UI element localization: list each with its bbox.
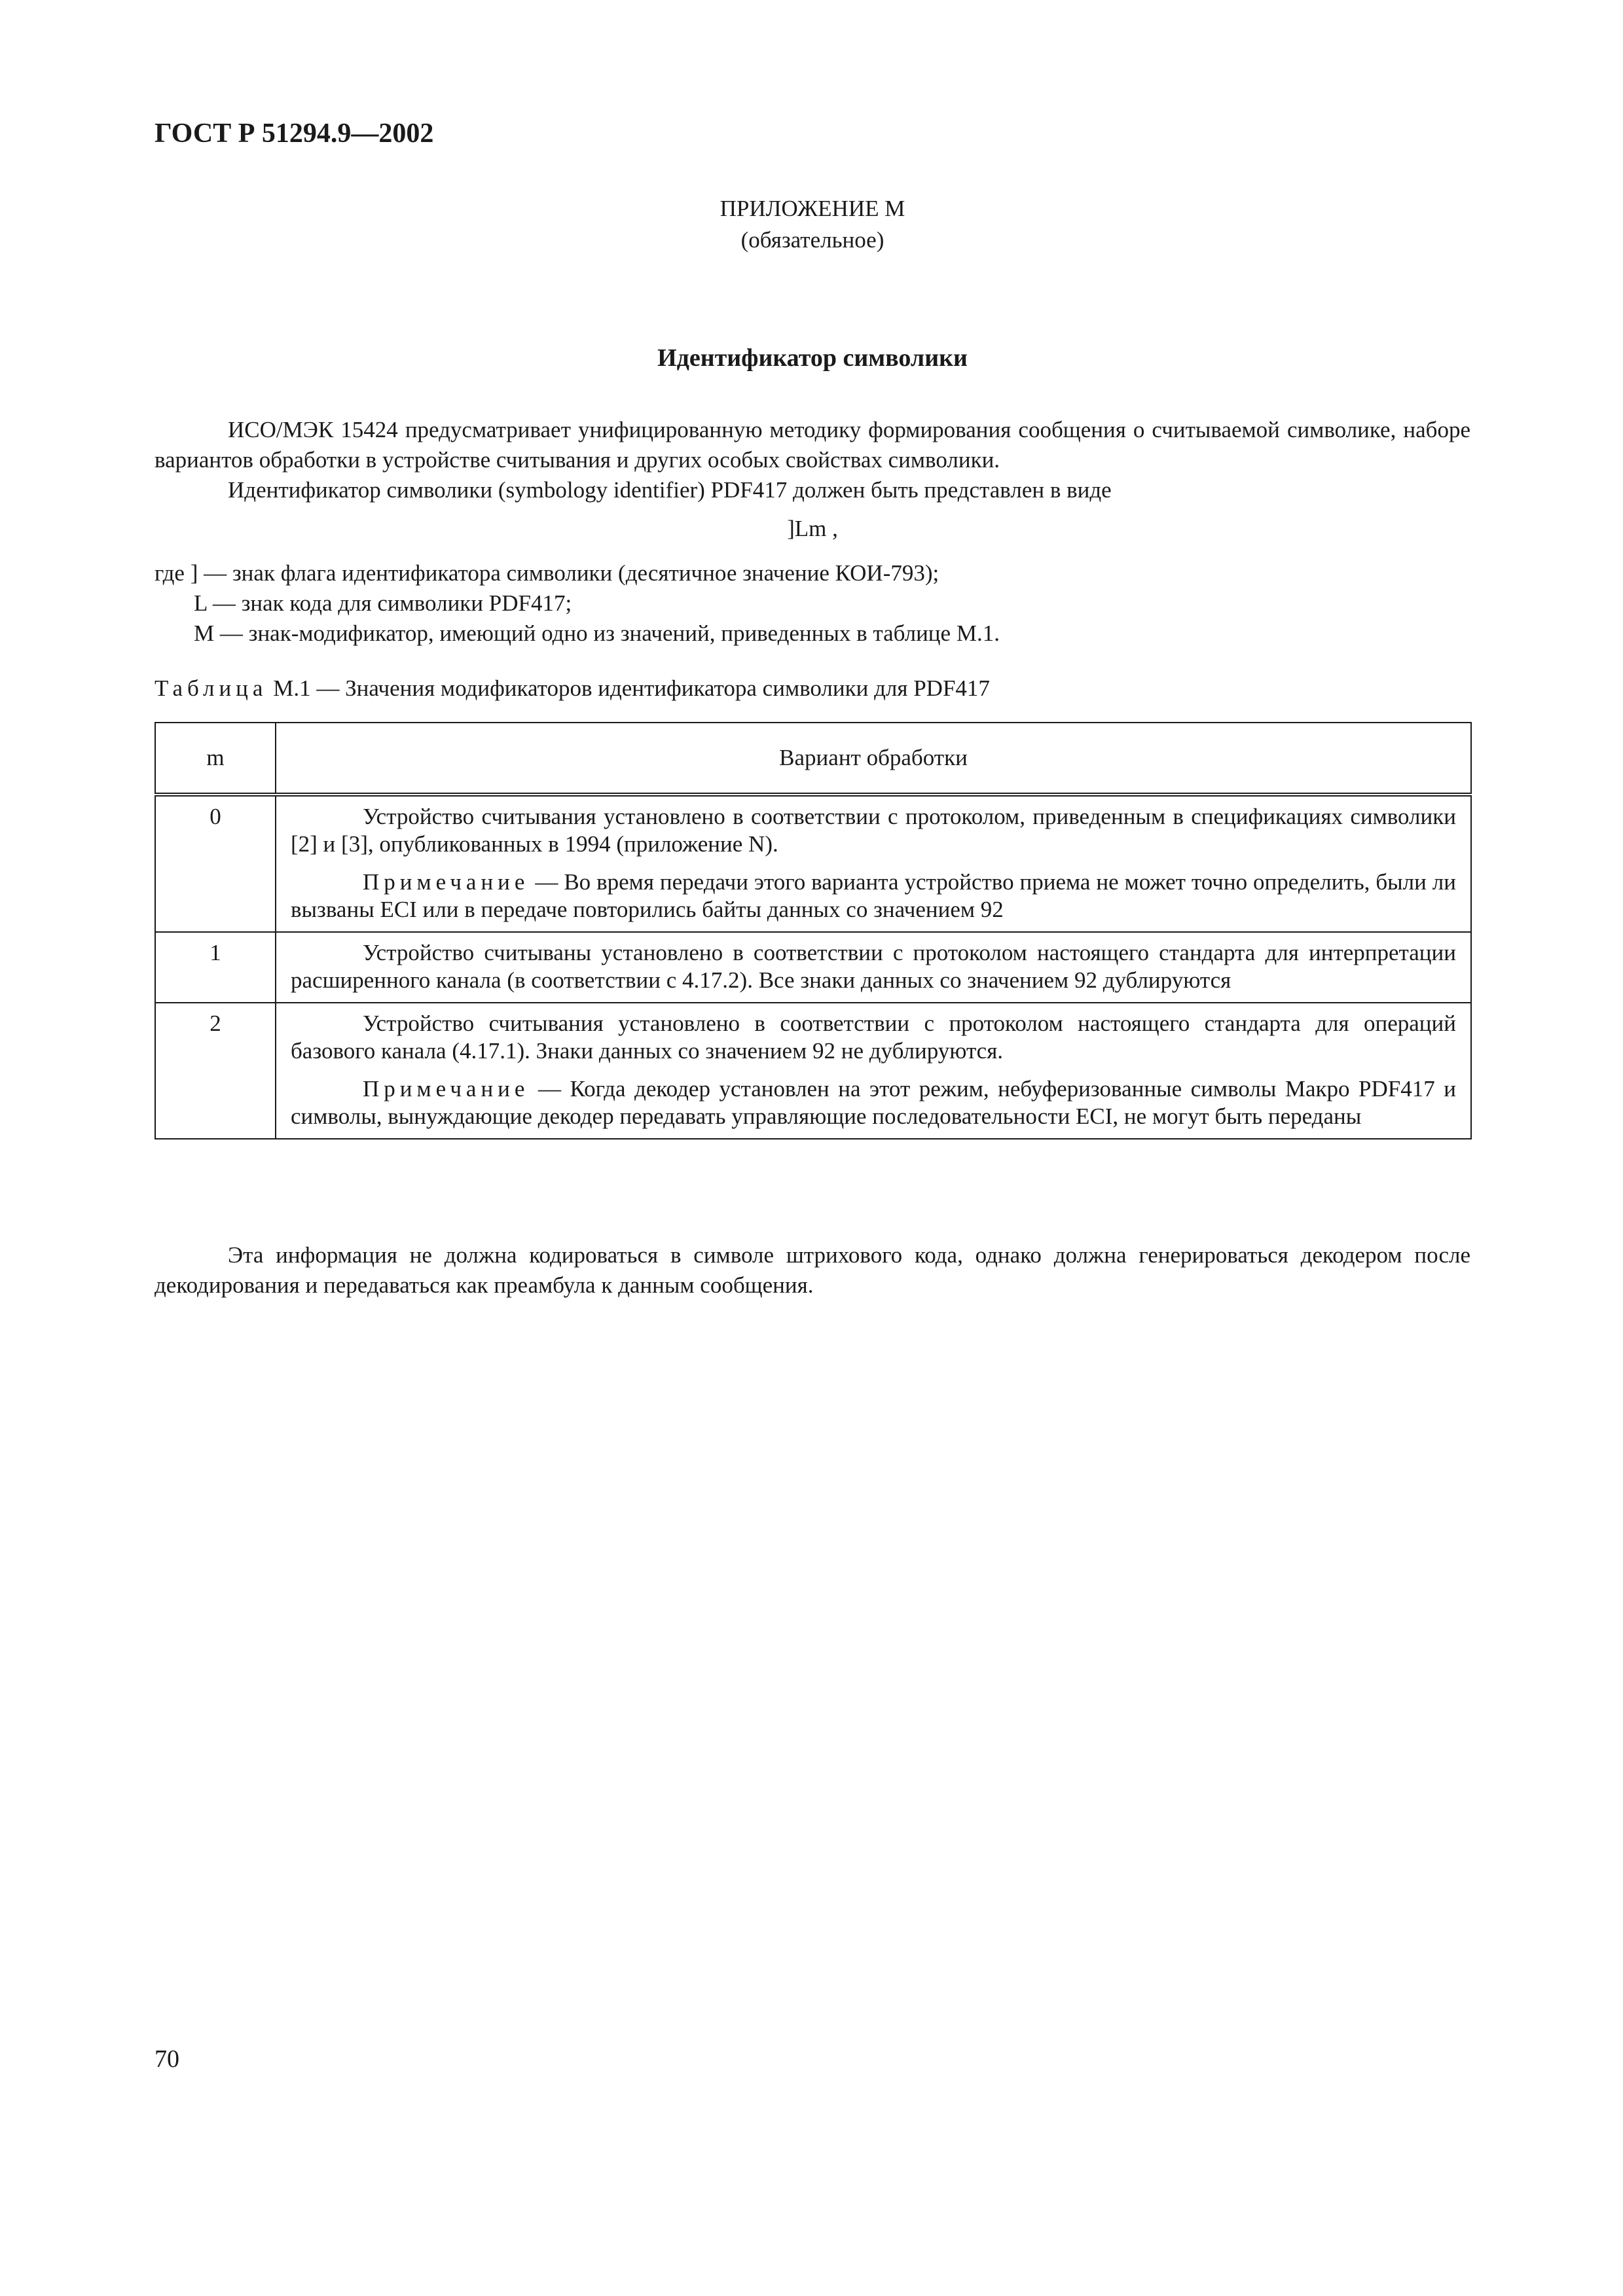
row-text: Устройство считываны установлено в соответствии с протоколом настоящего стандарта для интерпретации расширенного канала (в соответствии с 4.17.2). Все знаки данных со значением 92 дублируются — [291, 940, 1456, 993]
note-text: — Во время передачи этого варианта устройство приема не может точно определить, были ли вызваны ECI или в передаче повторились байты данных со значением 92 — [291, 869, 1456, 922]
row-m-value: 1 — [155, 932, 276, 1003]
table-caption — [155, 675, 990, 702]
document-header: ГОСТ Р 51294.9—2002 — [155, 118, 434, 149]
legend-item-flag: где ] — знак флага идентификатора символики (десятичное значение КОИ-793); — [155, 560, 939, 586]
table-row — [155, 932, 1471, 1003]
table-row — [155, 795, 1471, 932]
appendix-heading — [155, 193, 1470, 256]
legend-item-code: L — знак кода для символики PDF417; — [194, 590, 572, 616]
identifier-formula: ]Lm , — [787, 516, 838, 541]
paragraph-intro: ИСО/МЭК 15424 предусматривает унифицированную методику формирования сообщения о считываемой символике, наборе вариантов обработки в устройстве считывания и других особых свойствах символики. — [155, 417, 1470, 473]
header-m: m — [155, 723, 276, 795]
page-number: 70 — [155, 2045, 179, 2073]
note-label: Примечание — [363, 1076, 530, 1102]
row-text: Устройство считывания установлено в соответствии с протоколом настоящего стандарта для операций базового канала (4.17.1). Знаки данных со значением 92 не дублируются. — [291, 1011, 1456, 1064]
row-m-value: 0 — [155, 795, 276, 932]
table-row — [155, 1003, 1471, 1139]
row-description — [276, 932, 1471, 1003]
row-note — [291, 1075, 1456, 1130]
section-title: Идентификатор символики — [657, 344, 968, 372]
row-m-value: 2 — [155, 1003, 276, 1139]
header-variant: Вариант обработки — [276, 723, 1471, 795]
appendix-status: (обязательное) — [740, 227, 884, 253]
row-note — [291, 869, 1456, 924]
note-text: — Когда декодер установлен на этот режим, небуферизованные символы Макро PDF417 и символы, вынуждающие декодер передавать управляющие последовательности ECI, не могут быть переданы — [291, 1076, 1456, 1129]
row-text: Устройство считывания установлено в соответствии с протоколом, приведенным в спецификациях символики [2] и [3], опубликованных в 1994 (приложение N). — [291, 804, 1456, 857]
paragraph-identifier: Идентификатор символики (symbology identifier) PDF417 должен быть представлен в виде — [228, 477, 1112, 503]
table-caption-text: М.1 — Значения модификаторов идентификатора символики для PDF417 — [273, 675, 990, 701]
modifier-table — [155, 722, 1472, 1139]
row-description — [276, 1003, 1471, 1139]
note-label: Примечание — [363, 869, 530, 895]
legend-item-modifier: M — знак-модификатор, имеющий одно из значений, приведенных в таблице М.1. — [194, 620, 1000, 646]
appendix-label: ПРИЛОЖЕНИЕ М — [720, 196, 905, 221]
paragraph-closing: Эта информация не должна кодироваться в символе штрихового кода, однако должна генерироваться декодером после декодирования и передаваться как преамбула к данным сообщения. — [155, 1242, 1470, 1298]
table-caption-label: Таблица — [155, 675, 268, 701]
row-description — [276, 795, 1471, 932]
table-header-row — [155, 723, 1471, 795]
formula-legend — [155, 558, 1470, 649]
